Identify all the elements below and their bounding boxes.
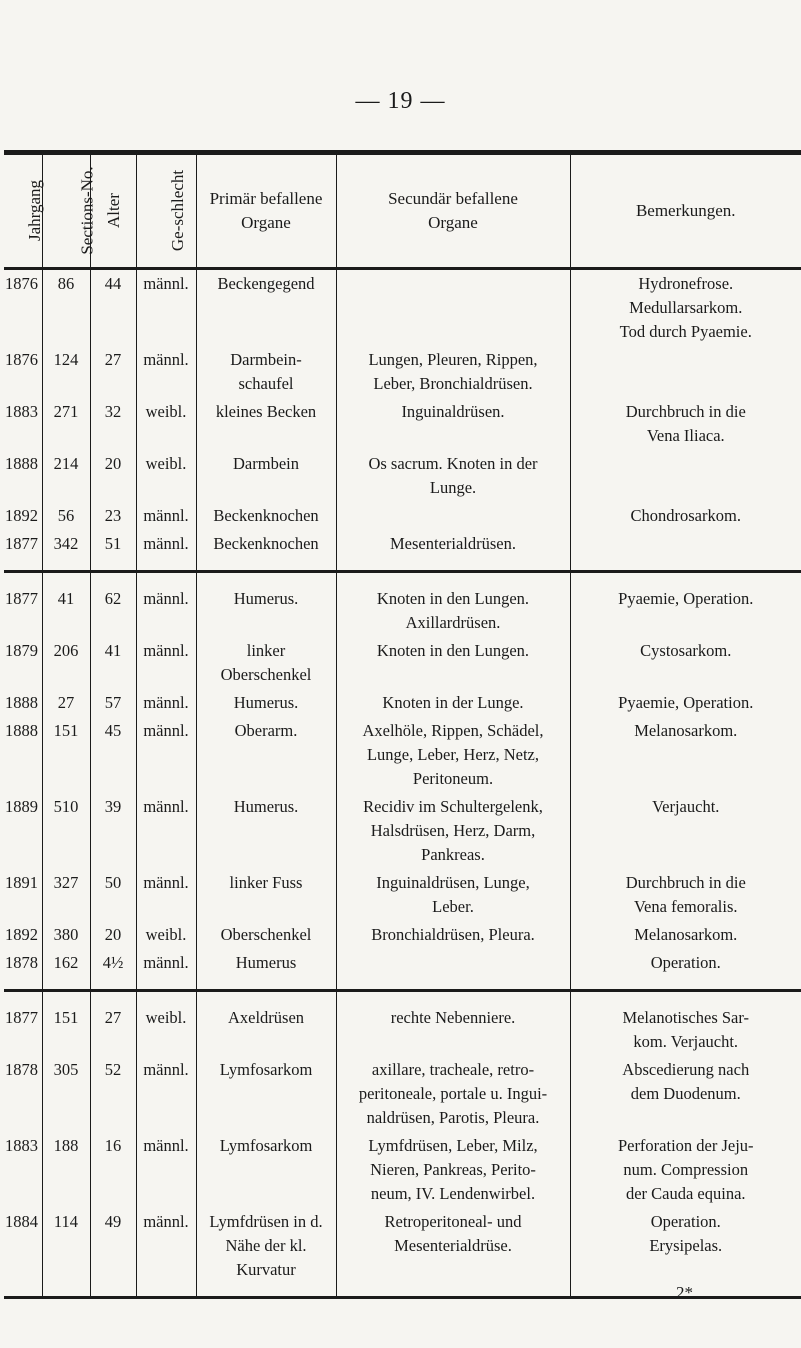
cell-sex: weibl.	[136, 921, 196, 949]
cell-primary-organs: Axeldrüsen	[196, 991, 336, 1057]
cell-section-no: 86	[42, 269, 90, 347]
cell-remarks: Abscedierung nach dem Duodenum.	[622, 1060, 750, 1103]
cell-section-no: 56	[42, 502, 90, 530]
cell-section-no: 162	[42, 949, 90, 991]
cell-primary-organs: Beckenknochen	[196, 530, 336, 572]
cell-remarks: Pyaemie, Operation.	[618, 693, 754, 712]
cell-sex: männl.	[136, 530, 196, 572]
table-row	[4, 1132, 801, 1208]
cell-section-no: 510	[42, 793, 90, 869]
cell-sex: männl.	[136, 346, 196, 398]
cell-primary-organs: Lymfosarkom	[196, 1056, 336, 1132]
page-number: — 19 —	[355, 88, 446, 114]
table-row	[4, 689, 801, 717]
table-row	[4, 502, 801, 530]
table-row	[4, 793, 801, 869]
cell-year: 1888	[4, 717, 42, 793]
cell-primary-organs: Lymfdrüsen in d. Nähe der kl. Kurvatur	[196, 1208, 336, 1298]
cell-year: 1888	[4, 689, 42, 717]
cell-remarks: Operation. Erysipelas.	[570, 1208, 801, 1298]
cell-sex: männl.	[136, 1132, 196, 1208]
cell-primary-organs: Humerus	[196, 949, 336, 991]
cell-section-no: 214	[42, 450, 90, 502]
cell-secondary-organs: Retroperitoneal- und Mesenterialdrüse.	[336, 1208, 570, 1298]
table-row	[4, 346, 801, 398]
cell-remarks: Verjaucht.	[652, 797, 720, 816]
cell-year: 1876	[4, 269, 42, 347]
cell-remarks: Durchbruch in die Vena femoralis.	[625, 873, 746, 916]
cell-section-no: 380	[42, 921, 90, 949]
cell-age: 50	[90, 869, 136, 921]
cell-secondary-organs: rechte Nebenniere.	[336, 991, 570, 1057]
cell-sex: männl.	[136, 1208, 196, 1298]
cell-secondary-organs	[336, 502, 570, 530]
header-remarks: Bemerkungen.	[570, 155, 801, 269]
cell-remarks: Cystosarkom.	[640, 641, 732, 660]
cell-primary-organs: Beckengegend	[196, 269, 336, 347]
cell-year: 1877	[4, 572, 42, 638]
cell-section-no: 151	[42, 717, 90, 793]
cell-primary-organs: Lymfosarkom	[196, 1132, 336, 1208]
cell-year: 1876	[4, 346, 42, 398]
cell-remarks: Durchbruch in die Vena Iliaca.	[625, 402, 746, 445]
cell-remarks	[570, 530, 801, 572]
header-secondary-organs: Secundär befallene Organe	[336, 155, 570, 269]
cell-year: 1891	[4, 869, 42, 921]
table-row	[4, 991, 801, 1057]
table-row	[4, 869, 801, 921]
cell-sex: männl.	[136, 1056, 196, 1132]
cell-primary-organs: Beckenknochen	[196, 502, 336, 530]
cell-age: 20	[90, 921, 136, 949]
cell-year: 1888	[4, 450, 42, 502]
cell-primary-organs: Darmbein- schaufel	[196, 346, 336, 398]
cell-remarks: Perforation der Jeju- num. Compression der Cauda equina.	[617, 1136, 754, 1203]
cell-primary-organs: linker Oberschenkel	[196, 637, 336, 689]
cell-year: 1889	[4, 793, 42, 869]
cell-primary-organs: Oberarm.	[196, 717, 336, 793]
cell-sex: männl.	[136, 502, 196, 530]
cell-age: 57	[90, 689, 136, 717]
cell-secondary-organs: Mesenterialdrüsen.	[336, 530, 570, 572]
cell-secondary-organs: Os sacrum. Knoten in der Lunge.	[336, 450, 570, 502]
cell-age: 4½	[90, 949, 136, 991]
table-row	[4, 269, 801, 347]
cell-sex: männl.	[136, 689, 196, 717]
cell-section-no: 305	[42, 1056, 90, 1132]
cell-secondary-organs: Knoten in der Lunge.	[336, 689, 570, 717]
cell-remarks: Hydronefrose. Medullarsarkom. Tod durch Pyaemie.	[619, 274, 752, 341]
cell-age: 52	[90, 1056, 136, 1132]
cell-year: 1878	[4, 1056, 42, 1132]
cell-remarks: Chondrosarkom.	[630, 506, 741, 525]
cell-remarks: Operation.	[570, 949, 801, 991]
cell-sex: männl.	[136, 717, 196, 793]
table-row	[4, 921, 801, 949]
cell-sex: weibl.	[136, 450, 196, 502]
cell-secondary-organs: Knoten in den Lungen.	[336, 637, 570, 689]
cell-secondary-organs: Lungen, Pleuren, Rippen, Leber, Bronchialdrüsen.	[336, 346, 570, 398]
cell-section-no: 271	[42, 398, 90, 450]
cell-section-no: 124	[42, 346, 90, 398]
cell-year: 1879	[4, 637, 42, 689]
cell-section-no: 206	[42, 637, 90, 689]
cell-sex: männl.	[136, 269, 196, 347]
cell-section-no: 41	[42, 572, 90, 638]
cell-year: 1883	[4, 398, 42, 450]
cell-age: 39	[90, 793, 136, 869]
cell-year: 1877	[4, 530, 42, 572]
folio-mark: 2*	[676, 1283, 693, 1302]
cell-remarks: Melanosarkom.	[634, 721, 738, 740]
cell-age: 62	[90, 572, 136, 638]
cell-age: 27	[90, 346, 136, 398]
cell-age: 41	[90, 637, 136, 689]
table-row	[4, 949, 801, 991]
case-table-container	[4, 155, 801, 1281]
header-section-no: Sections-No.	[42, 155, 90, 269]
cell-section-no: 342	[42, 530, 90, 572]
cell-year: 1884	[4, 1208, 42, 1298]
cell-year: 1878	[4, 949, 42, 991]
cell-year: 1892	[4, 502, 42, 530]
header-sex: Ge-schlecht	[136, 155, 196, 269]
cell-sex: männl.	[136, 949, 196, 991]
table-row	[4, 717, 801, 793]
cell-remarks	[570, 450, 801, 502]
cell-sex: männl.	[136, 572, 196, 638]
table-row	[4, 450, 801, 502]
cell-section-no: 27	[42, 689, 90, 717]
cell-age: 23	[90, 502, 136, 530]
header-year: Jahrgang	[4, 155, 42, 269]
cell-year: 1883	[4, 1132, 42, 1208]
header-row	[4, 155, 801, 269]
cell-secondary-organs: Inguinaldrüsen, Lunge, Leber.	[336, 869, 570, 921]
cell-secondary-organs: Recidiv im Schultergelenk, Halsdrüsen, Herz, Darm, Pankreas.	[336, 793, 570, 869]
cell-primary-organs: Darmbein	[196, 450, 336, 502]
cell-year: 1877	[4, 991, 42, 1057]
cell-age: 45	[90, 717, 136, 793]
cell-primary-organs: kleines Becken	[196, 398, 336, 450]
cell-section-no: 114	[42, 1208, 90, 1298]
cell-age: 51	[90, 530, 136, 572]
table-row	[4, 530, 801, 572]
cell-primary-organs: Oberschenkel	[196, 921, 336, 949]
cell-age: 20	[90, 450, 136, 502]
cell-year: 1892	[4, 921, 42, 949]
cell-secondary-organs: Knoten in den Lungen. Axillardrüsen.	[336, 572, 570, 638]
table-row	[4, 572, 801, 638]
cell-section-no: 151	[42, 991, 90, 1057]
header-age: Alter	[90, 155, 136, 269]
cell-secondary-organs: Bronchialdrüsen, Pleura.	[336, 921, 570, 949]
cell-secondary-organs: Inguinaldrüsen.	[336, 398, 570, 450]
cell-secondary-organs	[336, 269, 570, 347]
cell-sex: männl.	[136, 637, 196, 689]
cell-remarks	[570, 346, 801, 398]
cell-age: 49	[90, 1208, 136, 1298]
case-table	[4, 155, 801, 1299]
cell-primary-organs: Humerus.	[196, 689, 336, 717]
cell-sex: weibl.	[136, 398, 196, 450]
cell-primary-organs: Humerus.	[196, 572, 336, 638]
table-row	[4, 1056, 801, 1132]
cell-age: 16	[90, 1132, 136, 1208]
cell-secondary-organs	[336, 949, 570, 991]
cell-remarks: Pyaemie, Operation.	[618, 589, 754, 608]
table-row	[4, 637, 801, 689]
cell-remarks: Melanotisches Sar- kom. Verjaucht.	[622, 1008, 750, 1051]
cell-age: 27	[90, 991, 136, 1057]
table-row	[4, 398, 801, 450]
cell-secondary-organs: axillare, tracheale, retro- peritoneale, portale u. Ingui- naldrüsen, Parotis, Pleura.	[336, 1056, 570, 1132]
cell-sex: männl.	[136, 793, 196, 869]
cell-section-no: 327	[42, 869, 90, 921]
cell-primary-organs: linker Fuss	[196, 869, 336, 921]
cell-primary-organs: Humerus.	[196, 793, 336, 869]
cell-age: 44	[90, 269, 136, 347]
table-body	[4, 269, 801, 1298]
header-primary-organs: Primär befallene Organe	[196, 155, 336, 269]
cell-age: 32	[90, 398, 136, 450]
cell-section-no: 188	[42, 1132, 90, 1208]
cell-sex: männl.	[136, 869, 196, 921]
cell-sex: weibl.	[136, 991, 196, 1057]
cell-secondary-organs: Axelhöle, Rippen, Schädel, Lunge, Leber, Herz, Netz, Peritoneum.	[336, 717, 570, 793]
cell-remarks: Melanosarkom.	[634, 925, 738, 944]
cell-secondary-organs: Lymfdrüsen, Leber, Milz, Nieren, Pankreas, Perito- neum, IV. Lendenwirbel.	[336, 1132, 570, 1208]
